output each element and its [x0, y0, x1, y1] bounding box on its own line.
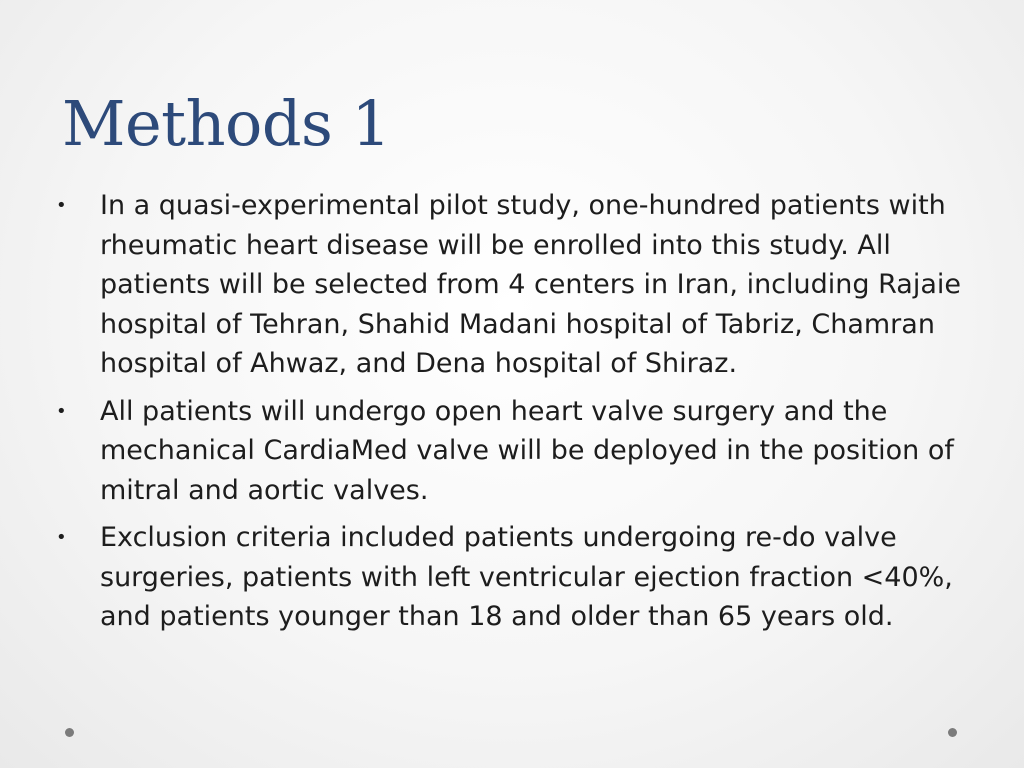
bullet-item — [56, 518, 966, 637]
bullet-list — [56, 186, 966, 645]
bullet-text: All patients will undergo open heart valve surgery and the mechanical CardiaMed valve will be deployed in the position of mitral and aortic valves. — [100, 395, 954, 506]
bullet-text: In a quasi-experimental pilot study, one-hundred patients with rheumatic heart disease will be enrolled into this study. All patients will be selected from 4 centers in Iran, including Rajaie hospital of Tehran, Shahid Madani hospital of Tabriz, Chamran hospital of Ahwaz, and Dena hospital of Shiraz. — [100, 190, 961, 379]
bullet-icon: • — [56, 400, 67, 422]
bullet-item — [56, 186, 966, 384]
bullet-icon: • — [56, 527, 67, 548]
decorative-dot-icon — [948, 728, 957, 737]
bullet-text: Exclusion criteria included patients undergoing re-do valve surgeries, patients with left ventricular ejection fraction <40%, and patients younger than 18 and older than 65 years old. — [100, 522, 953, 632]
bullet-icon: • — [56, 195, 67, 216]
decorative-dot-icon — [65, 728, 74, 737]
bullet-item — [56, 392, 966, 511]
slide-title: Methods 1 — [62, 87, 391, 160]
